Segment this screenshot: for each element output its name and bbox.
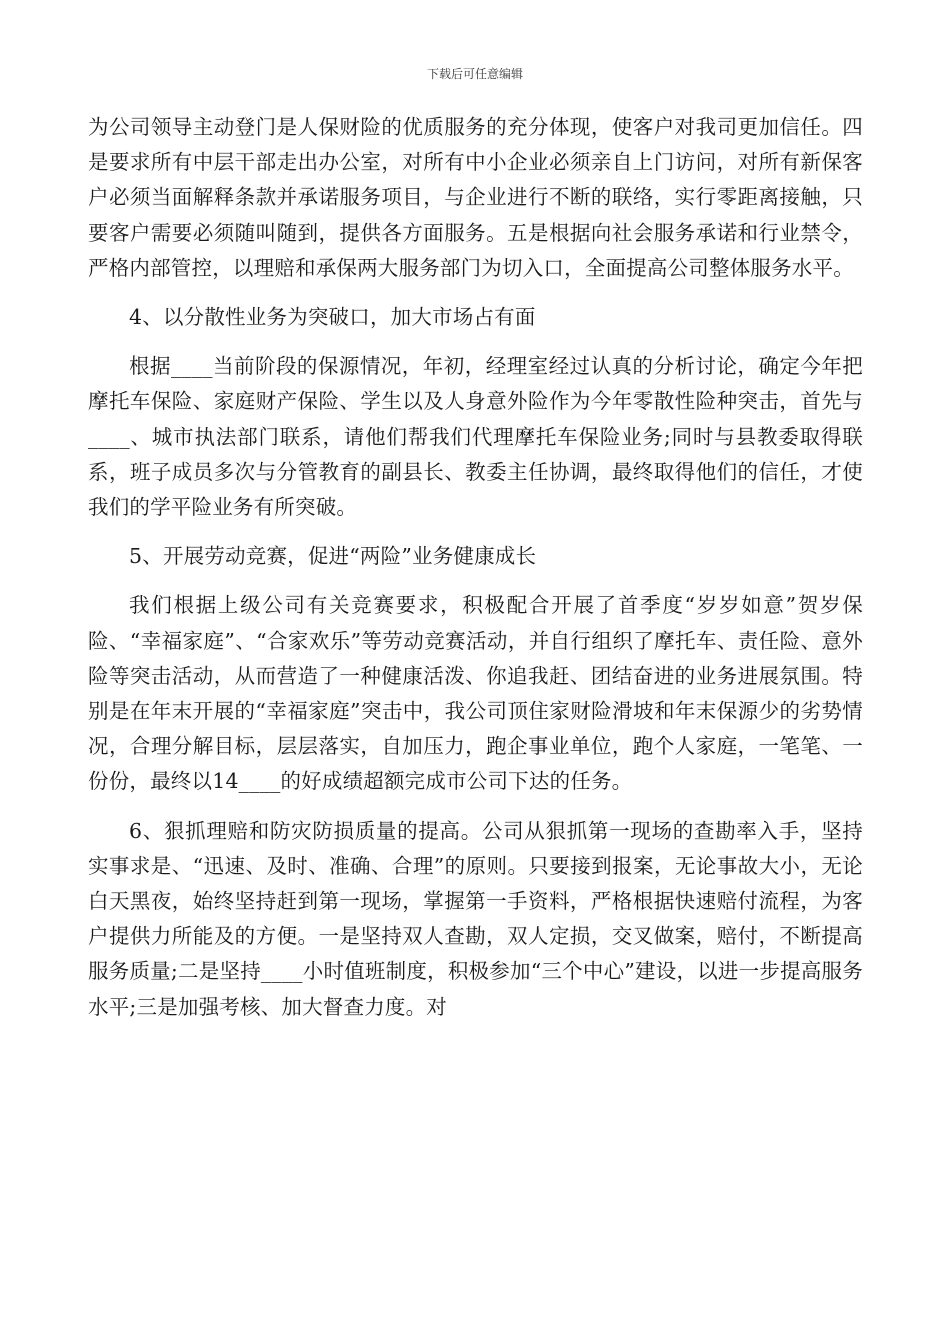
- page-header-note: 下载后可任意编辑: [426, 67, 523, 81]
- heading-item-5: 5、开展劳动竞赛，促进“两险”业务健康成长: [129, 544, 537, 569]
- paragraph-item-4: 根据____当前阶段的保源情况，年初，经理室经过认真的分析讨论，确定今年把摩托车保险、家庭财产保险、学生以及人身意外险作为今年零散性险种突击，首先与____、城市执法部门联系，请他们帮我们代理摩托车保险业务;同时与县教委取得联系，班子成员多次与分管教育的副县长、教委主任协调，最终取得他们的信任，才使我们的学平险业务有所突破。: [88, 354, 863, 520]
- paragraph-service-continuation: 为公司领导主动登门是人保财险的优质服务的充分体现，使客户对我司更加信任。四是要求所有中层干部走出办公室，对所有中小企业必须亲自上门访问，对所有新保客户必须当面解释条款并承诺服务项目，与企业进行不断的联络，实行零距离接触，只要客户需要必须随叫随到，提供各方面服务。五是根据向社会服务承诺和行业禁令，严格内部管控，以理赔和承保两大服务部门为切入口，全面提高公司整体服务水平。: [88, 115, 863, 280]
- paragraph-item-5: 我们根据上级公司有关竞赛要求，积极配合开展了首季度“岁岁如意”贺岁保险、“幸福家庭”、“合家欢乐”等劳动竞赛活动，并自行组织了摩托车、责任险、意外险等突击活动，从而营造了一种健康活泼、你追我赶、团结奋进的业务进展氛围。特别是在年末开展的“幸福家庭”突击中，我公司顶住家财险滑坡和年末保源少的劣势情况，合理分解目标，层层落实，自加压力，跑企事业单位，跑个人家庭，一笔笔、一份份，最终以14____的好成绩超额完成市公司下达的任务。: [88, 593, 863, 794]
- heading-item-4: 4、以分散性业务为突破口，加大市场占有面: [129, 305, 536, 330]
- document-body: [88, 110, 863, 1025]
- paragraph-item-6: 6、狠抓理赔和防灾防损质量的提高。公司从狠抓第一现场的查勘率入手，坚持实事求是、“迅速、及时、准确、合理”的原则。只要接到报案，无论事故大小，无论白天黑夜，始终坚持赶到第一现场，掌握第一手资料，严格根据快速赔付流程，为客户提供力所能及的方便。一是坚持双人查勘，双人定损，交叉做案，赔付，不断提高服务质量;二是坚持____小时值班制度，积极参加“三个中心”建设，以进一步提高服务水平;三是加强考核、加大督查力度。对: [88, 818, 863, 1019]
